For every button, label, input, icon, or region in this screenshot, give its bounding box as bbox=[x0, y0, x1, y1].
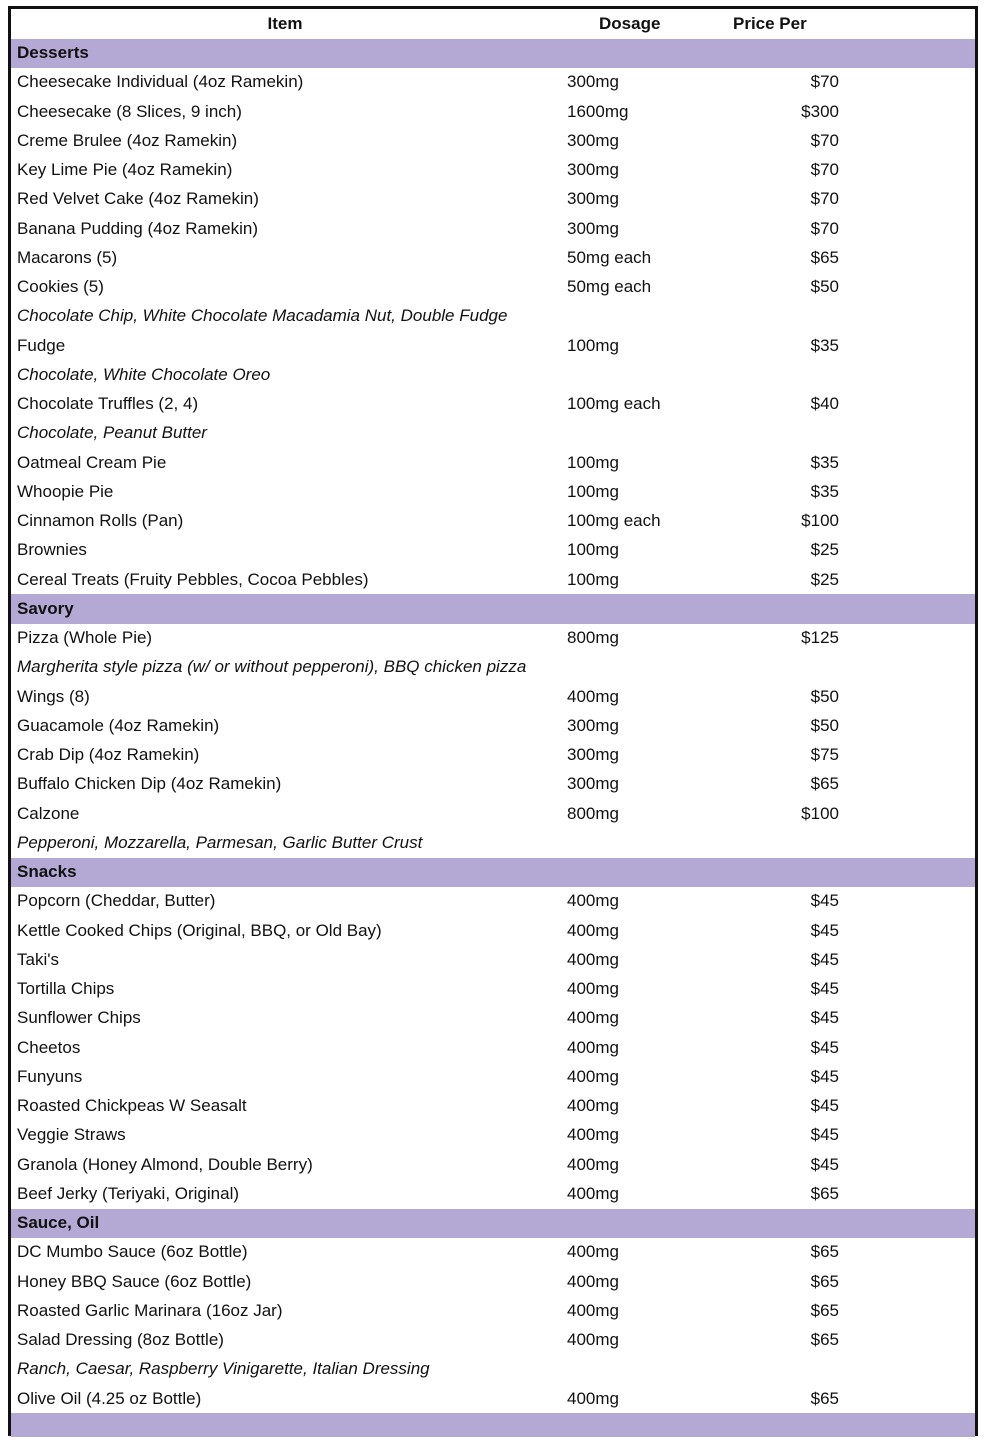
item-name: Honey BBQ Sauce (6oz Bottle) bbox=[17, 1271, 252, 1291]
item-dosage: 50mg each bbox=[567, 277, 652, 297]
table-row bbox=[11, 799, 975, 828]
table-header bbox=[11, 9, 975, 38]
item-price: $75 bbox=[810, 745, 839, 765]
item-name: Creme Brulee (4oz Ramekin) bbox=[17, 130, 238, 150]
item-dosage: 400mg bbox=[567, 1125, 619, 1145]
section-header bbox=[11, 858, 975, 887]
table-row bbox=[11, 624, 975, 653]
table-row bbox=[11, 770, 975, 799]
item-name: Brownies bbox=[17, 540, 87, 560]
table-row bbox=[11, 390, 975, 419]
item-price: $65 bbox=[810, 1330, 839, 1350]
item-price: $45 bbox=[810, 949, 839, 969]
table-row bbox=[11, 741, 975, 770]
table-row bbox=[11, 1238, 975, 1267]
item-price: $40 bbox=[810, 394, 839, 414]
table-row bbox=[11, 68, 975, 97]
note-text: Chocolate, Peanut Butter bbox=[17, 423, 207, 443]
item-name: Funyuns bbox=[17, 1066, 83, 1086]
table-row bbox=[11, 1062, 975, 1091]
item-dosage: 400mg bbox=[567, 1066, 619, 1086]
note-text: Chocolate, White Chocolate Oreo bbox=[17, 364, 271, 384]
item-name: Granola (Honey Almond, Double Berry) bbox=[17, 1154, 313, 1174]
item-price: $70 bbox=[810, 160, 839, 180]
item-name: Buffalo Chicken Dip (4oz Ramekin) bbox=[17, 774, 282, 794]
item-price: $300 bbox=[801, 101, 839, 121]
item-price: $70 bbox=[810, 189, 839, 209]
item-dosage: 100mg each bbox=[567, 511, 661, 531]
item-dosage: 300mg bbox=[567, 715, 619, 735]
table-row bbox=[11, 1150, 975, 1179]
table-row bbox=[11, 1296, 975, 1325]
item-dosage: 100mg bbox=[567, 481, 619, 501]
item-name: Salad Dressing (8oz Bottle) bbox=[17, 1330, 224, 1350]
item-price: $45 bbox=[810, 1037, 839, 1057]
item-price: $45 bbox=[810, 1154, 839, 1174]
item-name: Cheetos bbox=[17, 1037, 81, 1057]
footer-band bbox=[11, 1413, 975, 1437]
item-name: Red Velvet Cake (4oz Ramekin) bbox=[17, 189, 259, 209]
item-price: $65 bbox=[810, 1183, 839, 1203]
item-name: Pizza (Whole Pie) bbox=[17, 628, 153, 648]
item-price: $70 bbox=[810, 72, 839, 92]
item-dosage: 400mg bbox=[567, 1330, 619, 1350]
item-name: Roasted Chickpeas W Seasalt bbox=[17, 1096, 247, 1116]
table-row bbox=[11, 565, 975, 594]
item-price: $35 bbox=[810, 452, 839, 472]
item-name: Beef Jerky (Teriyaki, Original) bbox=[17, 1183, 240, 1203]
table-row bbox=[11, 1179, 975, 1208]
item-name: Calzone bbox=[17, 803, 80, 823]
item-name: Popcorn (Cheddar, Butter) bbox=[17, 891, 216, 911]
item-name: Cookies (5) bbox=[17, 277, 104, 297]
item-name: Sunflower Chips bbox=[17, 1008, 141, 1028]
table-row bbox=[11, 331, 975, 360]
item-name: Chocolate Truffles (2, 4) bbox=[17, 394, 199, 414]
item-dosage: 100mg bbox=[567, 569, 619, 589]
item-dosage: 400mg bbox=[567, 920, 619, 940]
item-dosage: 100mg bbox=[567, 540, 619, 560]
header-item: Item bbox=[267, 13, 303, 33]
table-row bbox=[11, 214, 975, 243]
table-row bbox=[11, 711, 975, 740]
item-price: $45 bbox=[810, 979, 839, 999]
note-text: Margherita style pizza (w/ or without pepperoni), BBQ chicken pizza bbox=[17, 657, 527, 677]
item-price: $45 bbox=[810, 1125, 839, 1145]
table-row bbox=[11, 1092, 975, 1121]
variety-note bbox=[11, 1355, 975, 1384]
item-dosage: 300mg bbox=[567, 218, 619, 238]
table-row bbox=[11, 507, 975, 536]
item-name: Oatmeal Cream Pie bbox=[17, 452, 167, 472]
item-name: Olive Oil (4.25 oz Bottle) bbox=[17, 1388, 202, 1408]
table-row bbox=[11, 887, 975, 916]
section-title: Savory bbox=[17, 598, 74, 618]
table-row bbox=[11, 448, 975, 477]
item-dosage: 300mg bbox=[567, 745, 619, 765]
item-name: Crab Dip (4oz Ramekin) bbox=[17, 745, 200, 765]
item-price: $65 bbox=[810, 774, 839, 794]
item-dosage: 400mg bbox=[567, 1242, 619, 1262]
item-price: $125 bbox=[801, 628, 839, 648]
item-dosage: 400mg bbox=[567, 686, 619, 706]
item-name: Roasted Garlic Marinara (16oz Jar) bbox=[17, 1300, 283, 1320]
item-name: Wings (8) bbox=[17, 686, 90, 706]
item-name: Tortilla Chips bbox=[17, 979, 115, 999]
item-dosage: 400mg bbox=[567, 1096, 619, 1116]
item-dosage: 50mg each bbox=[567, 247, 652, 267]
item-price: $45 bbox=[810, 1066, 839, 1086]
item-name: Taki's bbox=[17, 949, 59, 969]
table-row bbox=[11, 975, 975, 1004]
table-row bbox=[11, 156, 975, 185]
item-name: DC Mumbo Sauce (6oz Bottle) bbox=[17, 1242, 248, 1262]
item-name: Macarons (5) bbox=[17, 247, 118, 267]
table-row bbox=[11, 1384, 975, 1413]
section-title: Snacks bbox=[17, 862, 77, 882]
item-price: $35 bbox=[810, 335, 839, 355]
item-name: Key Lime Pie (4oz Ramekin) bbox=[17, 160, 233, 180]
note-text: Pepperoni, Mozzarella, Parmesan, Garlic Butter Crust bbox=[17, 832, 423, 852]
item-name: Cheesecake (8 Slices, 9 inch) bbox=[17, 101, 242, 121]
item-price: $50 bbox=[810, 686, 839, 706]
table-row bbox=[11, 273, 975, 302]
table-row bbox=[11, 477, 975, 506]
item-dosage: 100mg each bbox=[567, 394, 661, 414]
item-dosage: 300mg bbox=[567, 774, 619, 794]
item-price: $50 bbox=[810, 715, 839, 735]
item-dosage: 400mg bbox=[567, 891, 619, 911]
item-price: $45 bbox=[810, 891, 839, 911]
note-text: Ranch, Caesar, Raspberry Vinigarette, Italian Dressing bbox=[17, 1359, 430, 1379]
variety-note bbox=[11, 419, 975, 448]
item-price: $25 bbox=[810, 540, 839, 560]
section-header bbox=[11, 594, 975, 623]
item-price: $35 bbox=[810, 481, 839, 501]
table-row bbox=[11, 97, 975, 126]
table-row bbox=[11, 1326, 975, 1355]
item-price: $65 bbox=[810, 1242, 839, 1262]
item-name: Cinnamon Rolls (Pan) bbox=[17, 511, 184, 531]
variety-note bbox=[11, 302, 975, 331]
item-dosage: 300mg bbox=[567, 160, 619, 180]
item-dosage: 300mg bbox=[567, 189, 619, 209]
item-name: Kettle Cooked Chips (Original, BBQ, or Old Bay) bbox=[17, 920, 382, 940]
item-dosage: 400mg bbox=[567, 1037, 619, 1057]
item-dosage: 1600mg bbox=[567, 101, 629, 121]
item-dosage: 400mg bbox=[567, 1271, 619, 1291]
item-dosage: 400mg bbox=[567, 949, 619, 969]
item-price: $25 bbox=[810, 569, 839, 589]
item-dosage: 100mg bbox=[567, 335, 619, 355]
table-row bbox=[11, 1033, 975, 1062]
item-name: Guacamole (4oz Ramekin) bbox=[17, 715, 220, 735]
item-price: $65 bbox=[810, 1300, 839, 1320]
variety-note bbox=[11, 653, 975, 682]
menu-table bbox=[8, 6, 978, 1436]
item-name: Cereal Treats (Fruity Pebbles, Cocoa Pebbles) bbox=[17, 569, 369, 589]
section-header bbox=[11, 39, 975, 68]
item-name: Banana Pudding (4oz Ramekin) bbox=[17, 218, 258, 238]
table-row bbox=[11, 916, 975, 945]
table-row bbox=[11, 945, 975, 974]
item-price: $65 bbox=[810, 247, 839, 267]
table-row bbox=[11, 243, 975, 272]
item-dosage: 400mg bbox=[567, 1300, 619, 1320]
item-name: Fudge bbox=[17, 335, 66, 355]
table-row bbox=[11, 1267, 975, 1296]
item-price: $50 bbox=[810, 277, 839, 297]
item-dosage: 100mg bbox=[567, 452, 619, 472]
variety-note bbox=[11, 828, 975, 857]
item-dosage: 400mg bbox=[567, 1154, 619, 1174]
section-title: Sauce, Oil bbox=[17, 1213, 100, 1233]
item-price: $45 bbox=[810, 920, 839, 940]
table-row bbox=[11, 1004, 975, 1033]
section-title: Desserts bbox=[17, 43, 89, 63]
item-dosage: 300mg bbox=[567, 72, 619, 92]
item-price: $45 bbox=[810, 1096, 839, 1116]
item-name: Cheesecake Individual (4oz Ramekin) bbox=[17, 72, 304, 92]
variety-note bbox=[11, 360, 975, 389]
item-dosage: 300mg bbox=[567, 130, 619, 150]
header-price: Price Per bbox=[733, 13, 807, 33]
item-price: $100 bbox=[801, 803, 839, 823]
table-row bbox=[11, 536, 975, 565]
header-dosage: Dosage bbox=[599, 13, 661, 33]
item-dosage: 800mg bbox=[567, 803, 619, 823]
table-row bbox=[11, 682, 975, 711]
item-price: $65 bbox=[810, 1388, 839, 1408]
item-dosage: 400mg bbox=[567, 1388, 619, 1408]
item-price: $70 bbox=[810, 130, 839, 150]
table-row bbox=[11, 185, 975, 214]
item-dosage: 400mg bbox=[567, 1008, 619, 1028]
item-dosage: 400mg bbox=[567, 979, 619, 999]
item-price: $70 bbox=[810, 218, 839, 238]
table-row bbox=[11, 1121, 975, 1150]
table-row bbox=[11, 126, 975, 155]
item-name: Veggie Straws bbox=[17, 1125, 126, 1145]
item-dosage: 400mg bbox=[567, 1183, 619, 1203]
item-price: $65 bbox=[810, 1271, 839, 1291]
item-price: $100 bbox=[801, 511, 839, 531]
item-name: Whoopie Pie bbox=[17, 481, 114, 501]
note-text: Chocolate Chip, White Chocolate Macadamia Nut, Double Fudge bbox=[17, 306, 508, 326]
section-header bbox=[11, 1209, 975, 1238]
item-dosage: 800mg bbox=[567, 628, 619, 648]
item-price: $45 bbox=[810, 1008, 839, 1028]
